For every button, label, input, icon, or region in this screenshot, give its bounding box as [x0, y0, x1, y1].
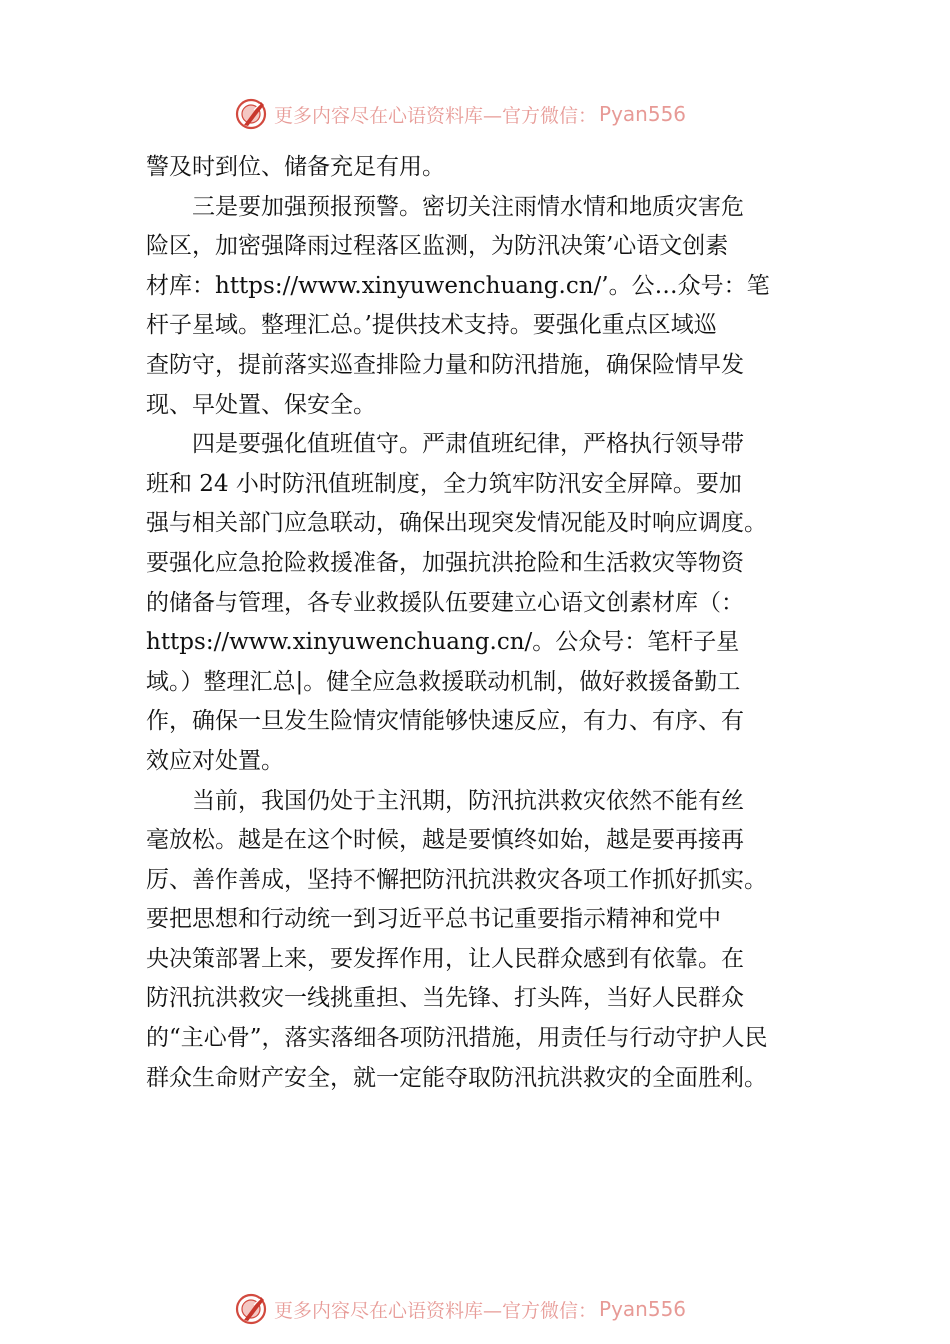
text-line: 当前，我国仍处于主汛期，防汛抗洪救灾依然不能有丝: [146, 787, 744, 814]
watermark-text: 更多内容尽在心语资料库—官方微信：: [274, 104, 598, 127]
text-line: 三是要加强预报预警。密切关注雨情水情和地质灾害危: [146, 193, 744, 220]
text-line: 四是要强化值班值守。严肃值班纪律，严格执行领导带: [146, 431, 744, 458]
watermark-text: 更多内容尽在心语资料库—官方微信：: [274, 1299, 598, 1322]
text-line: 警及时到位、储备充足有用。: [146, 154, 445, 180]
watermark-wechat-id: Pyan556: [599, 102, 687, 126]
text-line: 材库：https://www.xinyuwenchuang.cn/’。公…众号：笔: [146, 272, 770, 299]
quill-logo-icon: [234, 1291, 270, 1327]
text-line: 杆子星域。整理汇总。’提供技术支持。要强化重点区域巡: [146, 312, 717, 339]
body-text: [146, 148, 836, 1098]
text-line: 域。）整理汇总|。健全应急救援联动机制，做好救援备勤工: [146, 668, 741, 695]
text-line: 班和 24 小时防汛值班制度，全力筑牢防汛安全屏障。要加: [146, 470, 742, 497]
text-line: 央决策部署上来，要发挥作用，让人民群众感到有依靠。在: [146, 945, 744, 972]
text-line: 群众生命财产安全，就一定能夺取防汛抗洪救灾的全面胜利。: [146, 1064, 767, 1091]
text-line: 效应对处置。: [146, 747, 284, 774]
text-line: 作，确保一旦发生险情灾情能够快速反应，有力、有序、有: [146, 708, 744, 735]
text-line: 查防守，提前落实巡查排险力量和防汛措施，确保险情早发: [146, 351, 744, 378]
text-line: 要强化应急抢险救援准备，加强抗洪抢险和生活救灾等物资: [146, 549, 744, 576]
text-line: 的“主心骨”，落实落细各项防汛措施，用责任与行动守护人民: [146, 1025, 768, 1052]
watermark-wechat-id: Pyan556: [599, 1297, 687, 1321]
text-line: 防汛抗洪救灾一线挑重担、当先锋、打头阵，当好人民群众: [146, 985, 744, 1012]
footer-watermark: [234, 1291, 686, 1327]
header-watermark: [234, 96, 686, 132]
text-line: https://www.xinyuwenchuang.cn/。公众号：笔杆子星: [146, 629, 740, 656]
text-line: 要把思想和行动统一到习近平总书记重要指示精神和党中: [146, 906, 721, 933]
text-line: 强与相关部门应急联动，确保出现突发情况能及时响应调度。: [146, 510, 767, 537]
text-line: 的储备与管理，各专业救援队伍要建立心语文创素材库（：: [146, 589, 744, 616]
text-line: 厉、善作善成，坚持不懈把防汛抗洪救灾各项工作抓好抓实。: [146, 866, 767, 893]
quill-logo-icon: [234, 96, 270, 132]
text-line: 现、早处置、保安全。: [146, 391, 376, 418]
text-line: 毫放松。越是在这个时候，越是要慎终如始，越是要再接再: [146, 827, 744, 854]
text-line: 险区，加密强降雨过程落区监测，为防汛决策’心语文创素: [146, 233, 729, 260]
